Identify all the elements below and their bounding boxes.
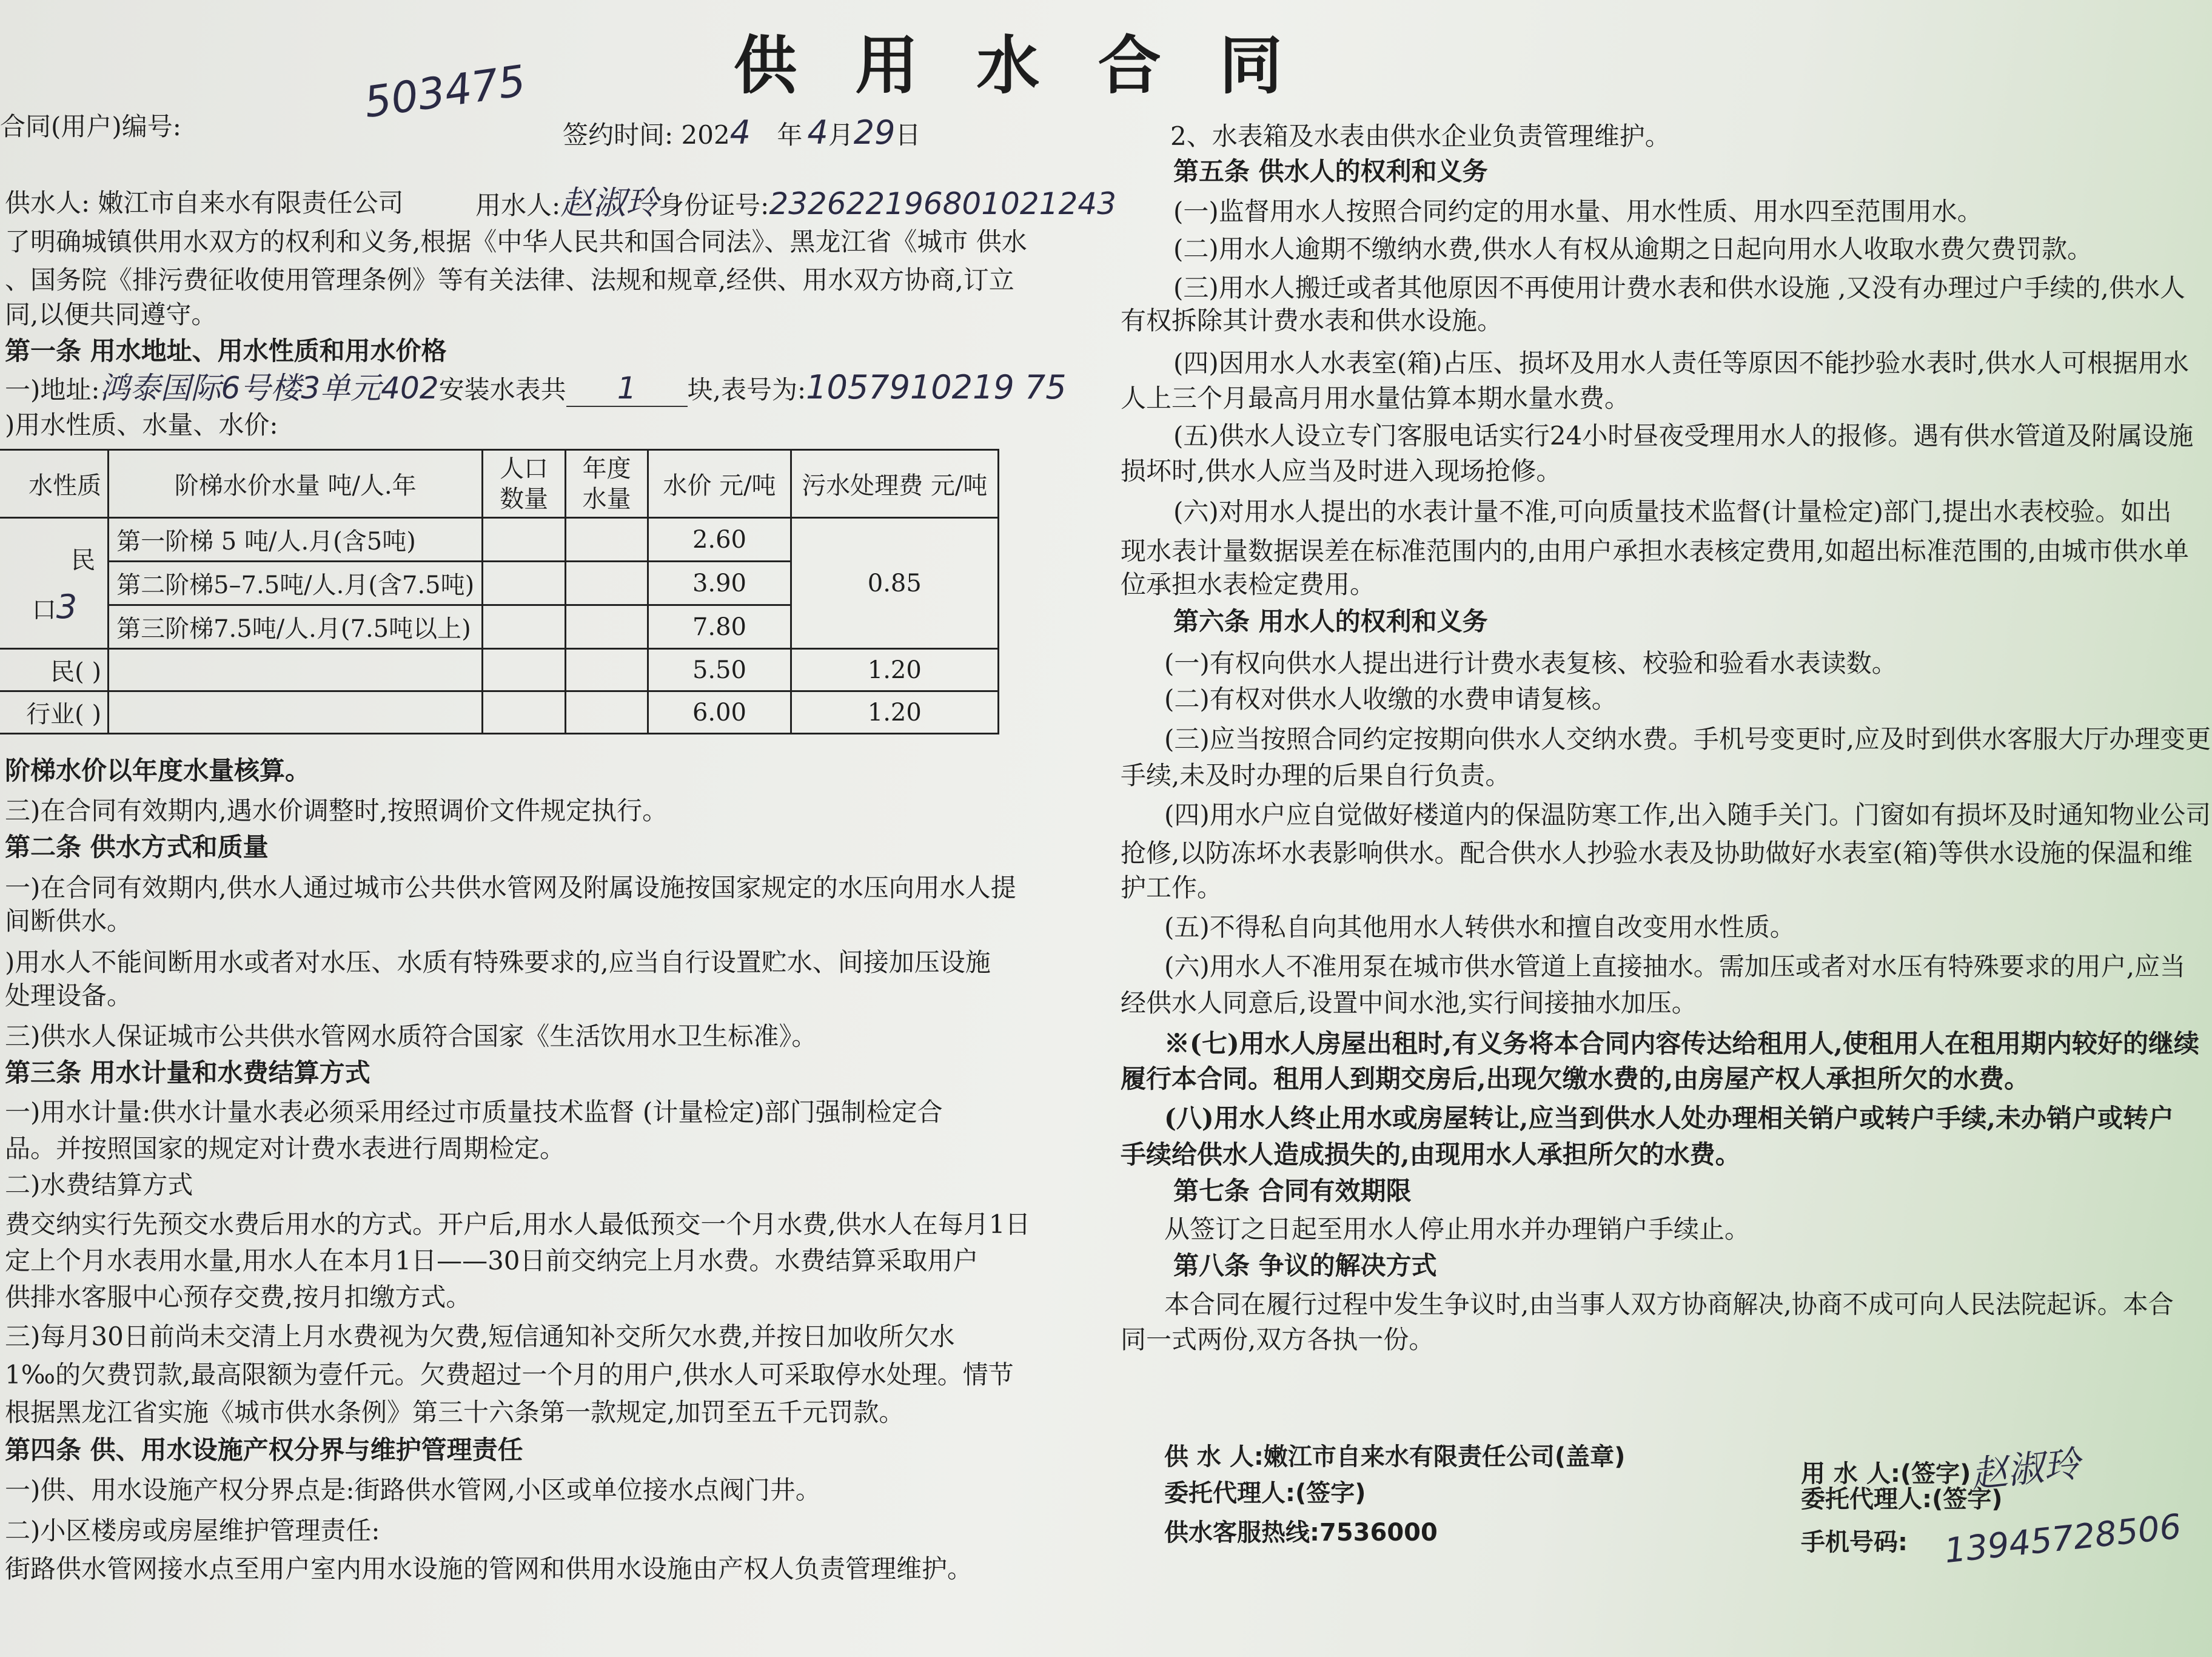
right-line-0: 2、水表箱及水表由供水企业负责管理维护。 <box>1170 121 1671 151</box>
clause-6-3a: (三)应当按照合同约定按期向供水人交纳水费。手机号变更时,应及时到供水客服大厅办理变更 <box>1164 724 2211 754</box>
clause-5-6c: 位承担水表检定费用。 <box>1121 570 1376 599</box>
intro-line-1: 了明确城镇供用水双方的权利和义务,根据《中华人民共和国合同法》、黑龙江省《城市 供水 <box>5 227 1027 257</box>
clause-6-5: (五)不得私自向其他用水人转供水和擅自改变用水性质。 <box>1164 912 1795 942</box>
clause-6-4a: (四)用水户应自觉做好楼道内的保温防寒工作,出入随手关门。门窗如有损坏及时通知物业公司 <box>1164 800 2211 830</box>
article-4-heading: 第四条 供、用水设施产权分界与维护管理责任 <box>5 1435 523 1465</box>
tier-1-annual <box>565 518 648 562</box>
clause-8b: 同一式两份,双方各执一份。 <box>1121 1325 1435 1354</box>
intro-line-2: 、国务院《排污费征收使用管理条例》等有关法律、法规和规章,经供、用水双方协商,订立 <box>5 265 1014 295</box>
day-suffix: 日 <box>895 120 921 150</box>
id-number: 232622196801021243 <box>769 186 1116 221</box>
th-pop-line2: 数量 <box>500 485 549 513</box>
handwritten-serial: 503475 <box>361 55 529 128</box>
year-suffix: 年 <box>777 120 803 150</box>
persons-count: 3 <box>56 587 78 626</box>
meter-unit: 块,表号为: <box>687 375 806 405</box>
row-5-annual <box>565 691 648 734</box>
residential-persons-label: 口 <box>32 596 56 624</box>
clause-6-1: (一)有权向供水人提出进行计费水表复核、校验和验看水表读数。 <box>1164 648 1897 678</box>
address-label: 一)地址: <box>5 375 100 405</box>
clause-3-2: 二)水费结算方式 <box>5 1170 193 1200</box>
meter-number: 1057910219 75 <box>806 368 1067 406</box>
clause-2-1b: 间断供水。 <box>5 906 133 936</box>
clause-5-4b: 人上三个月最高月用水量估算本期水量水费。 <box>1121 383 1631 413</box>
clause-3-3c: 根据黑龙江省实施《城市供水条例》第三十六条第一款规定,加罚至五千元罚款。 <box>5 1397 905 1427</box>
address-line <box>5 370 1067 408</box>
clause-3-3b: 1‰的欠费罚款,最高限额为壹仟元。欠费超过一个月的用户,供水人可采取停水处理。情节 <box>5 1360 1014 1390</box>
clause-4-2a: 街路供水管网接水点至用户室内用水设施的管网和供用水设施由产权人负责管理维护。 <box>5 1554 973 1584</box>
tier-2: 第二阶梯5–7.5吨/人.月(含7.5吨) <box>109 562 483 605</box>
article-7-heading: 第七条 合同有效期限 <box>1173 1176 1412 1206</box>
clause-2-2a: )用水人不能间断用水或者对水压、水质有特殊要求的,应当自行设置贮水、间接加压设施 <box>5 947 991 977</box>
supplier-signature: 供 水 人:嫩江市自来水有限责任公司(盖章) <box>1164 1443 1626 1471</box>
row-4-tier <box>109 649 483 691</box>
row-5-price: 6.00 <box>648 691 791 734</box>
clause-6-7a: ※(七)用水人房屋出租时,有义务将本合同内容传达给租用人,使租用人在租用期内较好的继续 <box>1164 1029 2199 1058</box>
row-5-pop <box>483 691 566 734</box>
meter-label: 安装水表共 <box>438 375 566 405</box>
clause-6-4c: 护工作。 <box>1121 873 1223 902</box>
month-suffix: 月 <box>828 120 854 150</box>
row-5-sewage: 1.20 <box>791 691 998 734</box>
clause-3-2c: 供排水客服中心预存交费,按月扣缴方式。 <box>5 1282 472 1312</box>
user-agent: 委托代理人:(签字) <box>1801 1485 2003 1513</box>
th-population <box>483 450 566 518</box>
row-5-label: 行业( ) <box>0 691 109 734</box>
user-signature-label: 用 水 人:(签字) <box>1801 1460 1971 1488</box>
sign-year: 4 <box>729 113 751 152</box>
clause-6-6b: 经供水人同意后,设置中间水池,实行间接抽水加压。 <box>1121 988 1697 1018</box>
th-pop-line1: 人口 <box>500 454 549 483</box>
supplier-line: 供水人: 嫩江市自来水有限责任公司 <box>5 188 404 218</box>
clause-7: 从签订之日起至用水人停止用水并办理销户手续止。 <box>1164 1214 1751 1244</box>
tier-3-price: 7.80 <box>648 605 791 649</box>
clause-5-4a: (四)因用水人水表室(箱)占压、损坏及用水人责任等原因不能抄验水表时,供水人可根据用水 <box>1173 348 2189 378</box>
th-nature: 水性质 <box>0 450 109 518</box>
clause-3-1b: 品。并按照国家的规定对计费水表进行周期检定。 <box>5 1134 566 1163</box>
residential-label: 民 <box>71 546 96 574</box>
tiered-note: 阶梯水价以年度水量核算。 <box>5 756 311 785</box>
tier-3: 第三阶梯7.5吨/人.月(7.5吨以上) <box>109 605 483 649</box>
clause-5-2: (二)用水人逾期不缴纳水费,供水人有权从逾期之日起向用水人收取水费欠费罚款。 <box>1173 234 2093 264</box>
phone-number: 13945728506 <box>1942 1507 2184 1571</box>
user-phone <box>1801 1507 2184 1571</box>
intro-line-3: 同,以便共同遵守。 <box>5 300 217 329</box>
clause-6-2: (二)有权对供水人收缴的水费申请复核。 <box>1164 684 1617 714</box>
tier-1-pop <box>483 518 566 562</box>
tier-1-price: 2.60 <box>648 518 791 562</box>
clause-3-3a: 三)每月30日前尚未交清上月水费视为欠费,短信通知补交所欠水费,并按日加收所欠水 <box>5 1322 955 1351</box>
tier-1: 第一阶梯 5 吨/人.月(含5吨) <box>109 518 483 562</box>
clause-5-3b: 有权拆除其计费水表和供水设施。 <box>1121 306 1503 335</box>
article-8-heading: 第八条 争议的解决方式 <box>1173 1251 1437 1280</box>
user-line <box>475 186 1116 223</box>
tier-2-annual <box>565 562 648 605</box>
clause-3-1a: 一)用水计量:供水计量水表必须采用经过市质量技术监督 (计量检定)部门强制检定合 <box>5 1097 943 1127</box>
article-2-heading: 第二条 供水方式和质量 <box>5 832 269 862</box>
clause-3-2a: 费交纳实行先预交水费后用水的方式。开户后,用水人最低预交一个月水费,供水人在每月1日 <box>5 1209 1031 1239</box>
clause-5-5b: 损坏时,供水人应当及时进入现场抢修。 <box>1121 456 1562 486</box>
article-1-heading: 第一条 用水地址、用水性质和用水价格 <box>5 336 447 366</box>
clause-6-4b: 抢修,以防冻坏水表影响供水。配合供水人抄验水表及协助做好水表室(箱)等供水设施的保温和维 <box>1121 838 2193 868</box>
clause-6-8a: (八)用水人终止用水或房屋转让,应当到供水人处办理相关销户或转户手续,未办销户或转户 <box>1164 1103 2174 1133</box>
address-value: 鸿泰国际6号楼3单元402 <box>99 371 439 406</box>
clause-4-2: 二)小区楼房或房屋维护管理责任: <box>5 1516 380 1545</box>
th-annual-line1: 年度 <box>582 454 631 483</box>
clause-5-3a: (三)用水人搬迁或者其他原因不再使用计费水表和供水设施 ,又没有办理过户手续的,供水人 <box>1173 273 2185 303</box>
sign-time <box>563 115 921 153</box>
user-name: 赵淑玲 <box>560 184 659 222</box>
row-4-annual <box>565 649 648 691</box>
contract-number-label: 合同(用户)编号: <box>0 112 181 141</box>
clause-1-3: 三)在合同有效期内,遇水价调整时,按照调价文件规定执行。 <box>5 796 668 825</box>
clause-3-2b: 定上个月水表用水量,用水人在本月1日——30日前交纳完上月水费。水费结算采取用户 <box>5 1246 979 1276</box>
residential-cell <box>0 518 109 649</box>
clause-5-1: (一)监督用水人按照合同约定的用水量、用水性质、用水四至范围用水。 <box>1173 197 1983 226</box>
clause-2-3: 三)供水人保证城市公共供水管网水质符合国家《生活饮用水卫生标准》。 <box>5 1021 817 1051</box>
user-signature-name: 赵淑玲 <box>1969 1442 2083 1497</box>
user-label: 用水人: <box>475 190 561 220</box>
supplier-agent: 委托代理人:(签字) <box>1164 1479 1366 1507</box>
clause-2-1a: 一)在合同有效期内,供水人通过城市公共供水管网及附属设施按国家规定的水压向用水人提 <box>5 873 1016 902</box>
tier-2-price: 3.90 <box>648 562 791 605</box>
clause-6-7b: 履行本合同。租用人到期交房后,出现欠缴水费的,由房屋产权人承担所欠的水费。 <box>1121 1064 2030 1094</box>
contract-title <box>734 15 1282 106</box>
id-label: 身份证号: <box>659 190 769 220</box>
th-sewage: 污水处理费 元/吨 <box>791 450 998 518</box>
article-3-heading: 第三条 用水计量和水费结算方式 <box>5 1058 370 1087</box>
clause-5-6b: 现水表计量数据误差在标准范围内的,由用户承担水表核定费用,如超出标准范围的,由城市供水单 <box>1121 536 2190 566</box>
sign-day: 29 <box>853 113 896 152</box>
row-4-sewage: 1.20 <box>791 649 998 691</box>
tier-2-pop <box>483 562 566 605</box>
clause-5-5a: (五)供水人设立专门客服电话实行24小时昼夜受理用水人的报修。遇有供水管道及附属设施 <box>1173 421 2194 451</box>
clause-6-6a: (六)用水人不准用泵在城市供水管道上直接抽水。需加压或者对水压有特殊要求的用户,应当 <box>1164 952 2186 981</box>
water-rate-table <box>0 449 999 734</box>
clause-4-1: 一)供、用水设施产权分界点是:街路供水管网,小区或单位接水点阀门井。 <box>5 1475 821 1505</box>
phone-label: 手机号码: <box>1801 1528 1908 1556</box>
clause-6-8b: 手续给供水人造成损失的,由现用水人承担所欠的水费。 <box>1121 1140 1741 1169</box>
nature-label: )用水性质、水量、水价: <box>5 410 278 440</box>
th-annual <box>565 450 648 518</box>
sign-month: 4 <box>807 113 828 152</box>
clause-8a: 本合同在履行过程中发生争议时,由当事人双方协商解决,协商不成可向人民法院起诉。本合 <box>1164 1289 2174 1319</box>
th-tier: 阶梯水价水量 吨/人.年 <box>109 450 483 518</box>
residential-persons <box>0 588 95 626</box>
row-5-tier <box>109 691 483 734</box>
clause-2-2b: 处理设备。 <box>5 981 133 1010</box>
row-4-price: 5.50 <box>648 649 791 691</box>
title-text: 供 用 水 合 同 <box>734 28 1282 103</box>
clause-6-3b: 手续,未及时办理的后果自行负责。 <box>1121 761 1511 790</box>
row-4-label: 民( ) <box>0 649 109 691</box>
row-4-pop <box>483 649 566 691</box>
tier-3-pop <box>483 605 566 649</box>
sign-time-label: 签约时间: 202 <box>563 120 730 150</box>
th-annual-line2: 水量 <box>582 485 631 513</box>
article-5-heading: 第五条 供水人的权利和义务 <box>1173 156 1488 186</box>
tier-3-annual <box>565 605 648 649</box>
residential-sewage: 0.85 <box>791 518 998 649</box>
meter-count: 1 <box>566 371 688 407</box>
article-6-heading: 第六条 用水人的权利和义务 <box>1173 607 1488 636</box>
th-price: 水价 元/吨 <box>648 450 791 518</box>
clause-5-6a: (六)对用水人提出的水表计量不准,可向质量技术监督(计量检定)部门,提出水表校验。如出 <box>1173 497 2172 526</box>
service-hotline: 供水客服热线:7536000 <box>1164 1519 1438 1547</box>
